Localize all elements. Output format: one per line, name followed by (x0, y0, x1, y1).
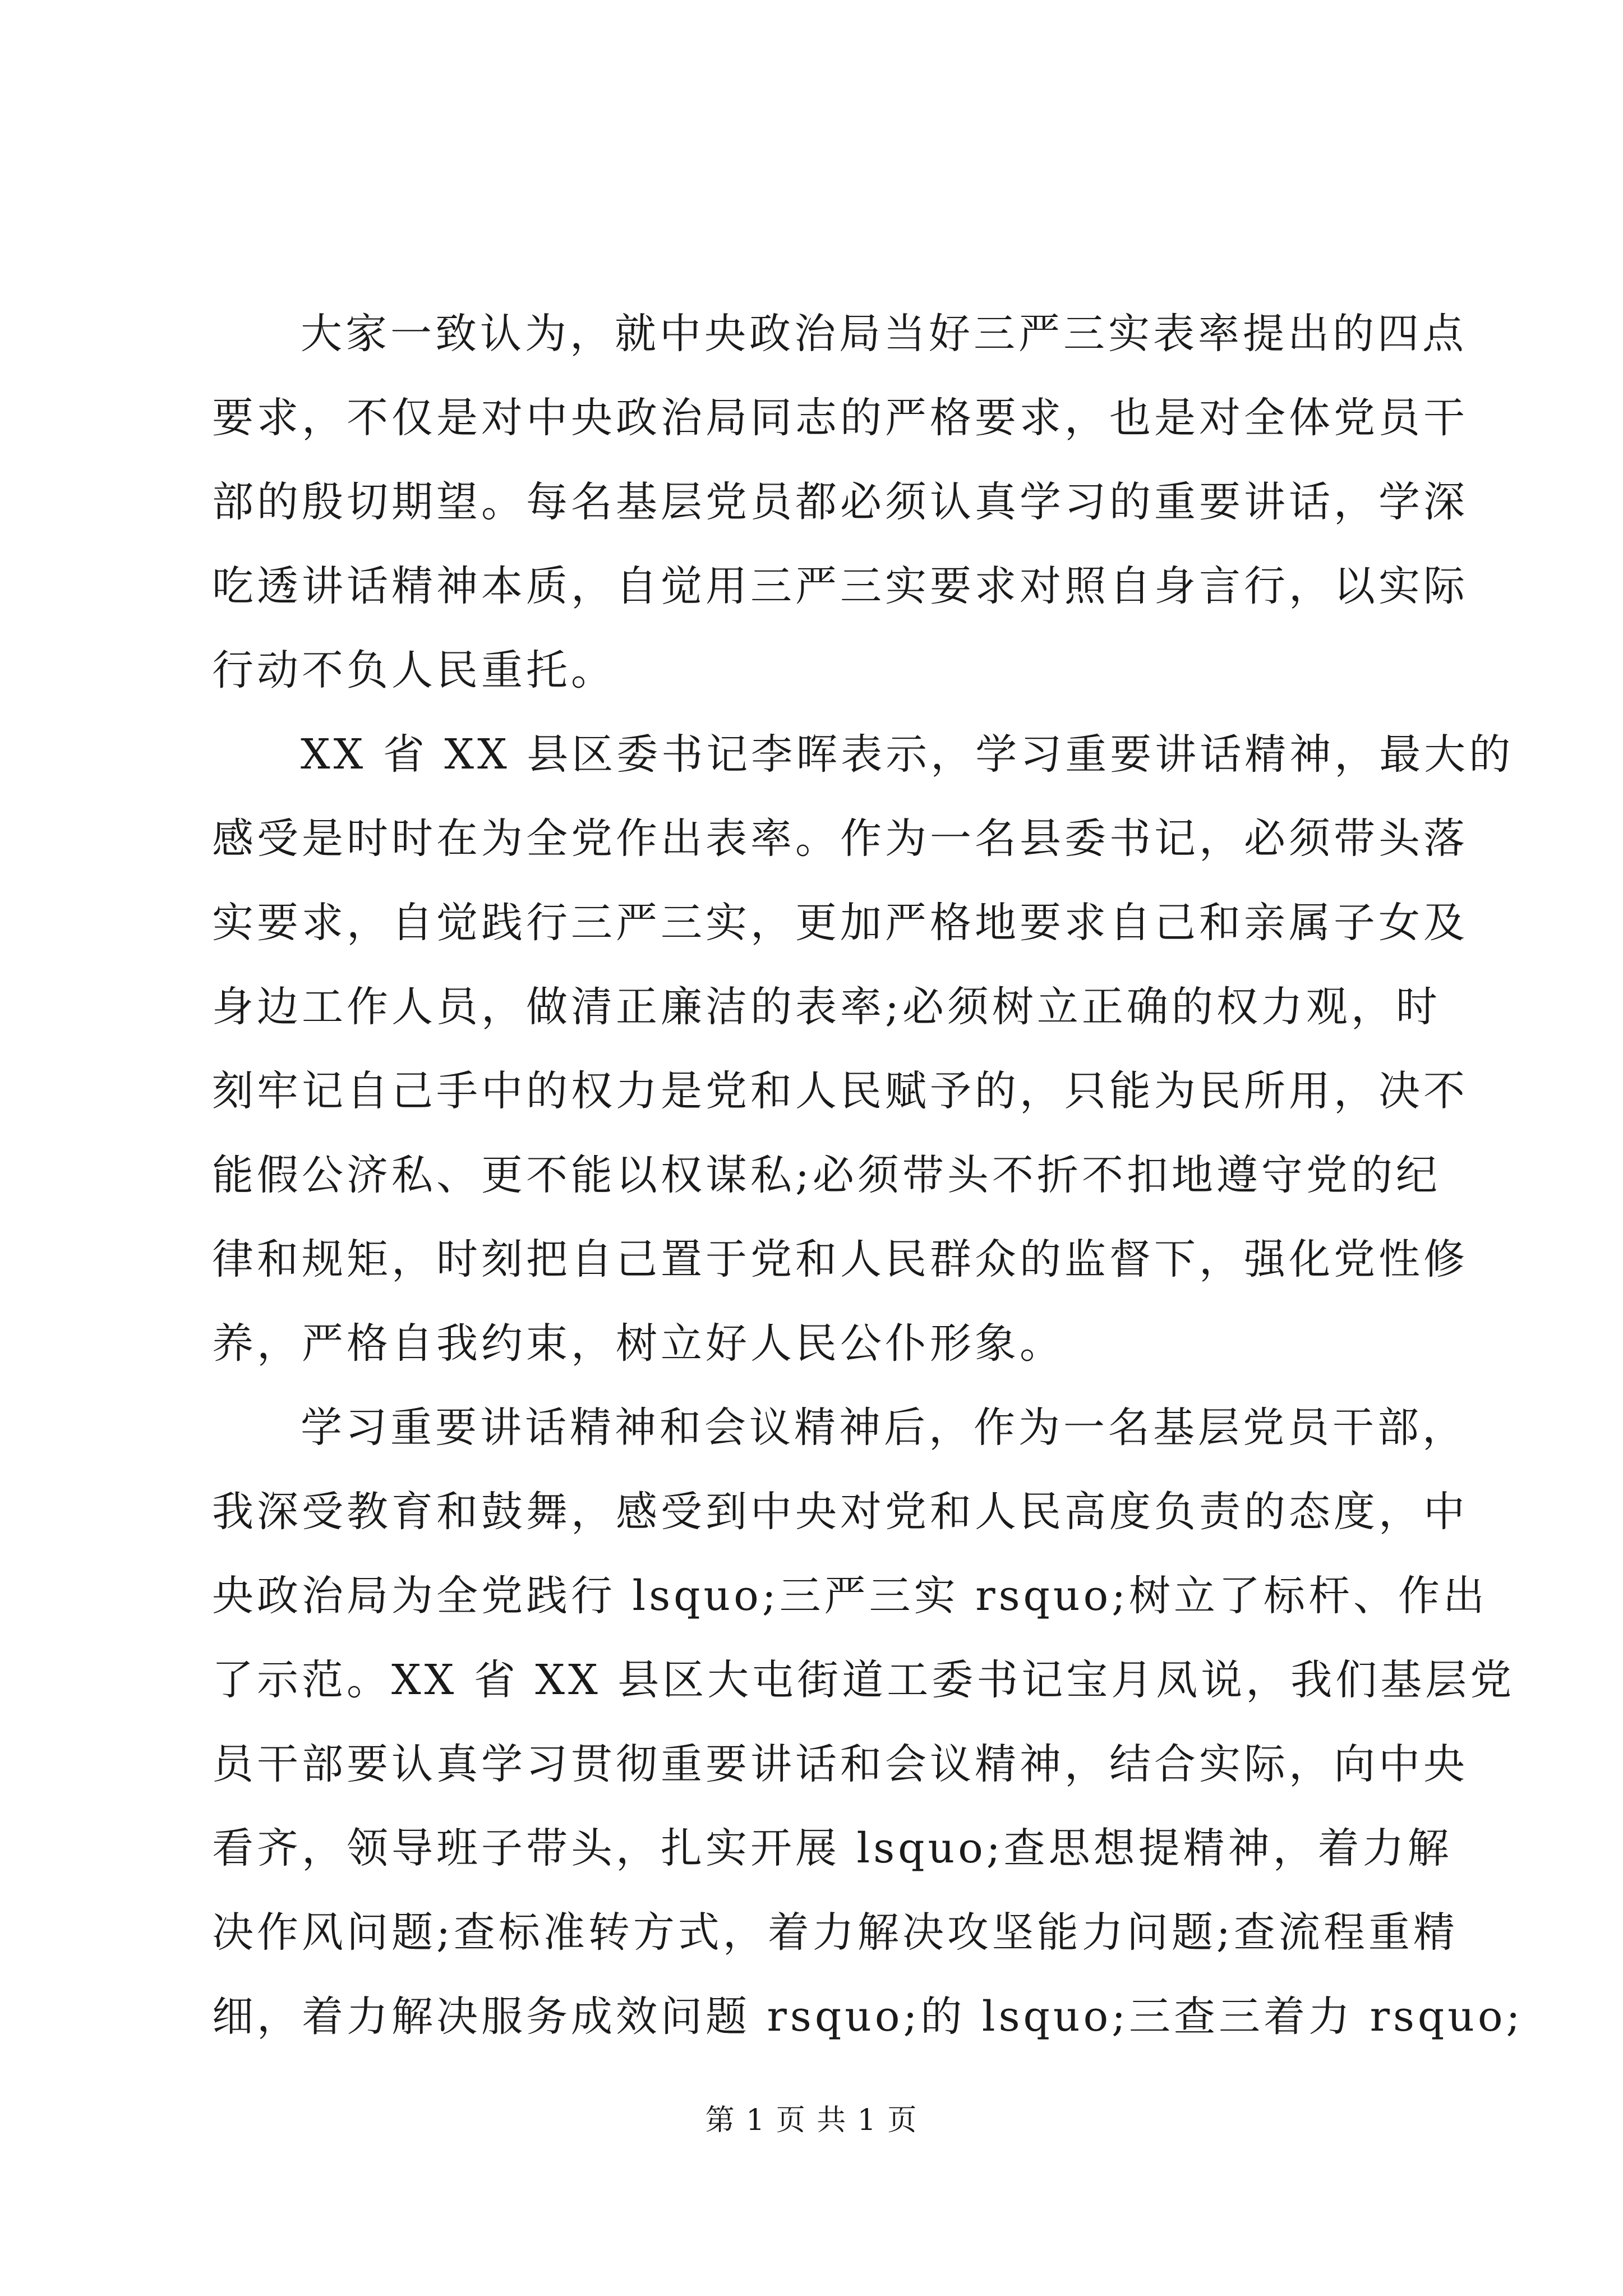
text-line: 律和规矩，时刻把自己置于党和人民群众的监督下，强化党性修 (212, 1235, 1468, 1283)
text-line: 养，严格自我约束，树立好人民公仆形象。 (212, 1319, 1064, 1368)
text-line: 央政治局为全党践行 lsquo;三严三实 rsquo;树立了标杆、作出 (212, 1572, 1488, 1620)
text-line: 部的殷切期望。每名基层党员都必须认真学习的重要讲话，学深 (212, 478, 1468, 526)
text-line: XX 省 XX 县区委书记李晖表示，学习重要讲话精神，最大的 (301, 730, 1514, 779)
text-line: 我深受教育和鼓舞，感受到中央对党和人民高度负责的态度，中 (212, 1488, 1468, 1536)
text-line: 刻牢记自己手中的权力是党和人民赋予的，只能为民所用，决不 (212, 1067, 1468, 1115)
text-line: 决作风问题;查标准转方式，着力解决攻坚能力问题;查流程重精 (212, 1908, 1458, 1957)
text-line: 能假公济私、更不能以权谋私;必须带头不折不扣地遵守党的纪 (212, 1151, 1441, 1199)
text-line: 实要求，自觉践行三严三实，更加严格地要求自己和亲属子女及 (212, 899, 1468, 947)
text-line: 大家一致认为，就中央政治局当好三严三实表率提出的四点 (301, 310, 1467, 358)
text-line: 行动不负人民重托。 (212, 646, 616, 694)
text-line: 了示范。XX 省 XX 县区大屯街道工委书记宝月凤说，我们基层党 (212, 1656, 1515, 1704)
text-line: 身边工作人员，做清正廉洁的表率;必须树立正确的权力观，时 (212, 983, 1441, 1031)
document-body (212, 292, 1524, 2059)
text-line: 细，着力解决服务成效问题 rsquo;的 lsquo;三查三着力 rsquo; (212, 1993, 1524, 2041)
text-line: 员干部要认真学习贯彻重要讲话和会议精神，结合实际，向中央 (212, 1740, 1468, 1788)
text-line: 感受是时时在为全党作出表率。作为一名县委书记，必须带头落 (212, 815, 1468, 863)
text-line: 吃透讲话精神本质，自觉用三严三实要求对照自身言行，以实际 (212, 562, 1468, 610)
page-footer: 第 1 页 共 1 页 (705, 2104, 918, 2137)
text-line: 学习重要讲话精神和会议精神后，作为一名基层党员干部， (301, 1404, 1467, 1452)
text-line: 看齐，领导班子带头，扎实开展 lsquo;查思想提精神，着力解 (212, 1824, 1453, 1872)
text-line: 要求，不仅是对中央政治局同志的严格要求，也是对全体党员干 (212, 394, 1468, 442)
